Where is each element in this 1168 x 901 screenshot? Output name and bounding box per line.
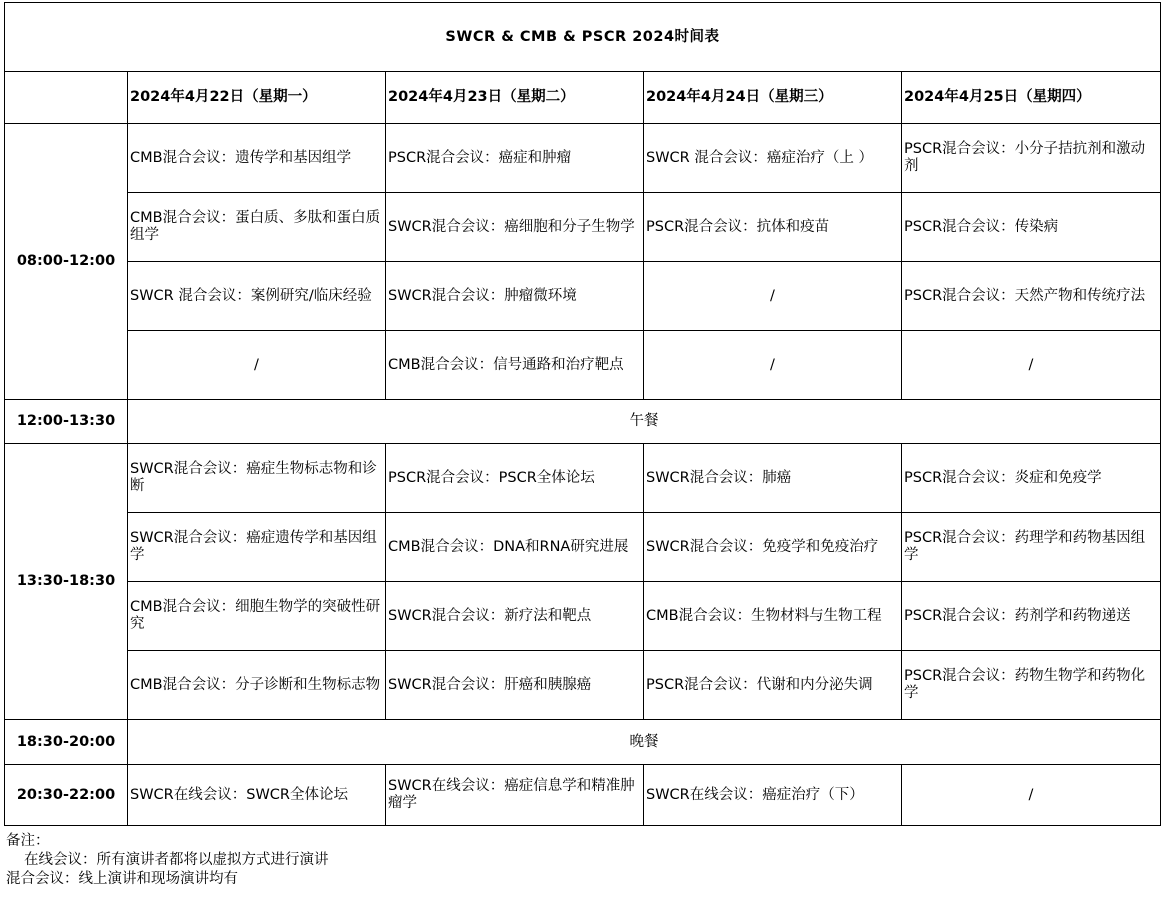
session-cell: SWCR混合会议：癌症生物标志物和诊断: [128, 444, 386, 513]
session-cell: PSCR混合会议：药物生物学和药物化学: [902, 651, 1161, 720]
day-header: 2024年4月22日（星期一）: [128, 72, 386, 124]
session-cell: PSCR混合会议：天然产物和传统疗法: [902, 262, 1161, 331]
day-header: 2024年4月23日（星期二）: [386, 72, 644, 124]
session-cell: CMB混合会议：信号通路和治疗靶点: [386, 331, 644, 400]
session-cell: SWCR混合会议：肿瘤微环境: [386, 262, 644, 331]
session-cell: CMB混合会议：细胞生物学的突破性研究: [128, 582, 386, 651]
session-cell: PSCR混合会议：癌症和肿瘤: [386, 124, 644, 193]
session-cell: PSCR混合会议：药剂学和药物递送: [902, 582, 1161, 651]
session-cell: SWCR在线会议：癌症信息学和精准肿瘤学: [386, 765, 644, 826]
session-cell: PSCR混合会议：传染病: [902, 193, 1161, 262]
empty-session-cell: /: [644, 262, 902, 331]
session-cell: PSCR混合会议：PSCR全体论坛: [386, 444, 644, 513]
session-cell: SWCR混合会议：新疗法和靶点: [386, 582, 644, 651]
session-cell: CMB混合会议：生物材料与生物工程: [644, 582, 902, 651]
day-header: 2024年4月25日（星期四）: [902, 72, 1161, 124]
schedule-table: [4, 2, 1161, 826]
session-cell: SWCR 混合会议：癌症治疗（上 ）: [644, 124, 902, 193]
header-corner-cell: [5, 72, 128, 124]
day-header: 2024年4月24日（星期三）: [644, 72, 902, 124]
empty-session-cell: /: [644, 331, 902, 400]
lunch-break: 午餐: [128, 400, 1161, 444]
schedule-title: SWCR & CMB & PSCR 2024时间表: [5, 3, 1161, 72]
session-cell: CMB混合会议：蛋白质、多肽和蛋白质组学: [128, 193, 386, 262]
time-slot-morning: 08:00-12:00: [5, 124, 128, 400]
session-cell: SWCR混合会议：癌症遗传学和基因组学: [128, 513, 386, 582]
time-slot-lunch: 12:00-13:30: [5, 400, 128, 444]
time-slot-evening: 20:30-22:00: [5, 765, 128, 826]
session-cell: SWCR混合会议：免疫学和免疫治疗: [644, 513, 902, 582]
empty-session-cell: /: [902, 765, 1161, 826]
time-slot-dinner: 18:30-20:00: [5, 720, 128, 765]
empty-session-cell: /: [128, 331, 386, 400]
session-cell: SWCR混合会议：肝癌和胰腺癌: [386, 651, 644, 720]
session-cell: SWCR在线会议：癌症治疗（下）: [644, 765, 902, 826]
empty-session-cell: /: [902, 331, 1161, 400]
session-cell: CMB混合会议：遗传学和基因组学: [128, 124, 386, 193]
session-cell: CMB混合会议：分子诊断和生物标志物: [128, 651, 386, 720]
note-online: 在线会议：所有演讲者都将以虚拟方式进行演讲: [24, 852, 329, 868]
session-cell: CMB混合会议：DNA和RNA研究进展: [386, 513, 644, 582]
session-cell: SWCR混合会议：肺癌: [644, 444, 902, 513]
session-cell: PSCR混合会议：炎症和免疫学: [902, 444, 1161, 513]
session-cell: SWCR混合会议：癌细胞和分子生物学: [386, 193, 644, 262]
session-cell: PSCR混合会议：代谢和内分泌失调: [644, 651, 902, 720]
time-slot-afternoon: 13:30-18:30: [5, 444, 128, 720]
session-cell: PSCR混合会议：小分子拮抗剂和激动剂: [902, 124, 1161, 193]
session-cell: SWCR 混合会议：案例研究/临床经验: [128, 262, 386, 331]
notes-heading: 备注：: [6, 833, 50, 849]
note-hybrid: 混合会议：线上演讲和现场演讲均有: [6, 871, 238, 887]
session-cell: PSCR混合会议：抗体和疫苗: [644, 193, 902, 262]
notes: [6, 832, 329, 889]
session-cell: SWCR在线会议：SWCR全体论坛: [128, 765, 386, 826]
dinner-break: 晚餐: [128, 720, 1161, 765]
session-cell: PSCR混合会议：药理学和药物基因组学: [902, 513, 1161, 582]
